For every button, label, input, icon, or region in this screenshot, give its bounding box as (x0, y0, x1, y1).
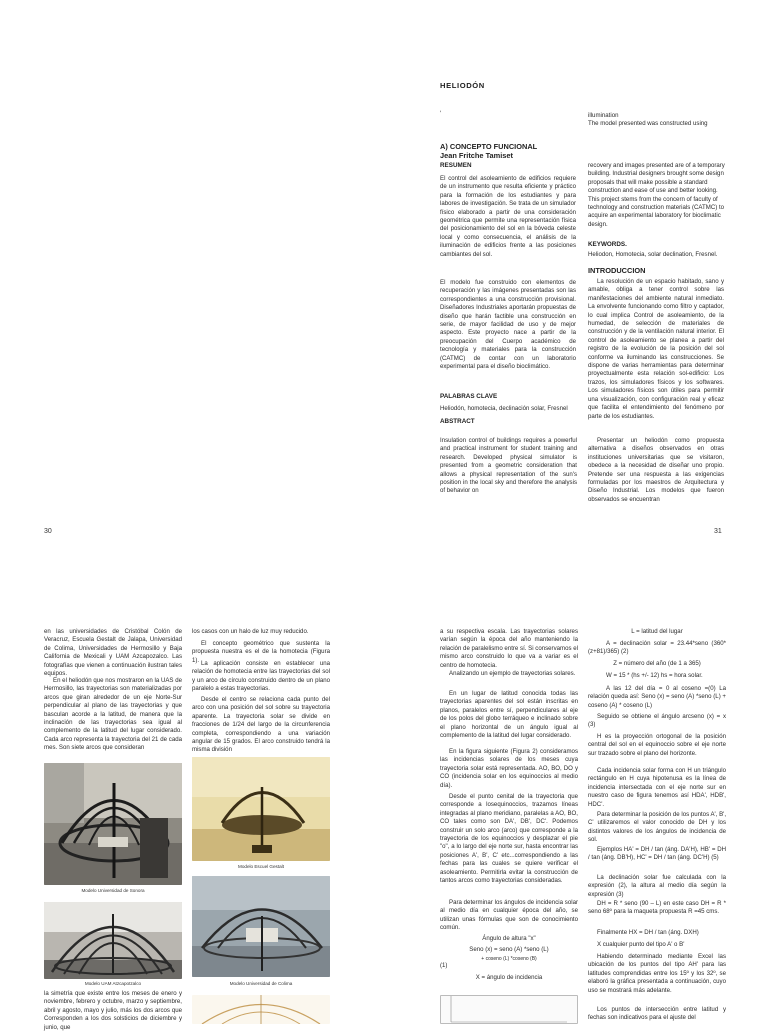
col4-paragraph-3: Para determinar la posición de los puntos A', B', C' utilizaremos el valor conocido de DH y los distintos valores de los ángulos de incidencia de sol. (588, 811, 727, 844)
introduccion-heading: INTRODUCCION (588, 266, 646, 275)
resumen-paragraph-2: El modelo fue construido con elementos de recuperación y las imágenes presentadas son las correspondientes a una construcción provisional. Diseñadores Industriales aportarán propuestas de diseño que harán factible una construcción en serie, de mayor facilidad de uso y de mejor aspecto. Este proyecto nace a partir de la preocupación del Cuerpo académico de tecnología y materiales para la construcción (CATMC) de contar con un laboratorio experimental para el diseño bioclimático. (440, 279, 576, 371)
caption-modelo-gestalt: Modelo Escuel Gestalt (238, 864, 284, 869)
col4-paragraph-5: La declinación solar fue calculada con la expresión (2), la altura al medio día según la expresión (3) (588, 874, 726, 898)
col4-paragraph-8: X cualquier punto del tipo A' o B' (597, 941, 685, 948)
keywords-text: Heliodon, Homotecia, solar declination, Fresnel. (588, 251, 718, 258)
col4-line-5: A las 12 del día = 0 al coseno =(0) La relación queda así: Seno (x) = seno (A) *seno (L) + coseno (A) * coseno (L) (588, 685, 726, 709)
col4-paragraph-2: Cada incidencia solar forma con H un triángulo rectángulo en H cuya hipotenusa es la línea de incidencia intersectada con el eje norte sur en nuestro caso de figura tenemos así HDA', HDB', HDC'. (588, 767, 726, 808)
col4-paragraph-7: Finalmente HX = DH / tan (áng. DXH) (597, 929, 699, 936)
col3-paragraph-4: En la figura siguiente (Figura 2) consideramos las incidencias solares de los meses cuya trayectoria solar está representada. AO, BO, DO y CO (incidencia solar en los equinoccios al medio día). (440, 748, 578, 789)
palabras-clave-text: Heliodón, homotecia, declinación solar, Fresnel (440, 405, 568, 412)
equation-variable: X = ángulo de incidencia (475, 974, 543, 981)
equation-1-continued: + coseno (L) *coseno (B) (481, 956, 537, 962)
equation-1: Seno (x) = seno (A) *seno (L) (469, 946, 549, 953)
stray-mark: ‘ (440, 110, 442, 117)
equation-1-number: (1) (440, 962, 448, 969)
photo-modelo-colima (192, 876, 330, 977)
palabras-clave-heading: PALABRAS CLAVE (440, 393, 498, 400)
col4-line-3: Z = número del año (de 1 a 365) (613, 660, 701, 667)
col4-line-1: L = latitud del lugar (631, 628, 683, 635)
abstract-text: Insulation control of buildings requires a powerful and practical instrument for student training and research. Developed physical simulator is presented from a geometric consideration that allows a physical representation of the sun's position in the local sky and therefore the analysis of behavior on (440, 437, 577, 495)
col3-paragraph-2: Analizando un ejemplo de trayectorias solares. (449, 670, 576, 677)
col3-paragraph-6: Para determinar los ángulos de incidencia solar al medio día en cualquier época del año, se utilizan unas fórmulas que son de conocimiento común. (440, 899, 578, 932)
section-title: A) CONCEPTO FUNCIONAL (440, 142, 538, 151)
col4-paragraph-10: Los puntos de intersección entre latitud y fechas son indicativos para el ajuste del (588, 1006, 726, 1022)
page-number-left: 30 (44, 528, 52, 535)
col4-line-4: W = 15 * (hs +/- 12) hs = hora solar. (606, 672, 703, 679)
equation-label: Ángulo de altura "x" (482, 935, 536, 942)
resumen-heading: RESUMEN (440, 162, 472, 169)
keywords-heading: KEYWORDS. (588, 241, 627, 248)
introduccion-paragraph-1: La resolución de un espacio habitado, sano y amable, obliga a tener control sobre las manifestaciones del ambiente natural inmediato. La envolvente funcionando como filtro y captador, lo cual implica Control de asoleamiento, de la humedad, de selección de materiales de construcción y de la ventilación natural interior. El control de asoleamiento se planea a partir del registro de la evolución de la posición del sol conforme va iluminando las construcciones. Se dispone de varias herramientas para determinar proyectualmente esta relación sol-edificio: Los trazos, los simuladores físicos y los softwares. Los simuladores físicos son útiles para permitir una visualización, con configuración real y eficaz que facilita el entendimiento del fenómeno por parte de los estudiantes. (588, 278, 724, 420)
figure-diagram-partial (192, 995, 330, 1024)
col2-paragraph-2: El concepto geométrico que sustenta la propuesta nuestra es el de la homotecia (Figura 1). (192, 640, 330, 664)
col4-line-6: Seguido se obtiene el ángulo arcseno (x) = x (3) (588, 713, 726, 729)
abstract-heading: ABSTRACT (440, 418, 475, 425)
col1-paragraph-1: en las universidades de Cristóbal Colón de Veracruz, Escuela Gestalt de Jalapa, Universidad de Colima, Universidades de Hermosillo y Baja California de Mexicali y UAM Azcapozalco. Las fotografías que vienen a continuación ilustran tales equipos. (44, 628, 182, 678)
caption-modelo-uam: Modelo UAM Atzcapotzalco (84, 981, 142, 986)
page-number-right: 31 (714, 528, 722, 535)
col1-paragraph-3: la simetría que existe entre los meses de enero y noviembre, febrero y octubre, marzo y septiembre, abril y agosto, mayo y julio, más los dos arcos que Corresponden a los dos solsticios de diciembre y junio, que (44, 990, 182, 1031)
col4-paragraph-1: H es la proyección ortogonal de la posición central del sol en el equinoccio sobre el eje norte sur trazado sobre el plano del horizonte. (588, 733, 726, 757)
col4-paragraph-6: DH = R * seno (90 – L) en este caso DH = R * seno 68º para la maqueta propuesta R =45 cms. (588, 900, 726, 916)
col2-paragraph-3: La aplicación consiste en establecer una relación de homotecia entre las trayectorias del sol y un arco de círculo construido dentro de un plano paralelo a estas trayectorias. (192, 660, 330, 693)
col4-paragraph-9: Habiendo determinado mediante Excel las ubicación de los puntos del tipo AH' para las latitudes comprendidas entre los 15º y los 32º, se elaboró la gráfica presentada a continuación, cuyo uso se mostrará más adelante. (588, 953, 726, 994)
abstract-continued-top: illumination The model presented was constructed using (588, 112, 708, 128)
caption-modelo-sonora: Modelo Universidad de Sonora (81, 888, 145, 893)
figure-graph-partial (440, 995, 578, 1024)
col1-paragraph-2: En el heliodón que nos mostraron en la UAS de Hermosillo, las trayectorias son materializadas por arcos que giran alrededor de un eje Norte-Sur perpendicular al plano de las trayectorias y que basculan acorde a la latitud, de manera que la inclinación de las trayectorias sea igual al complemento de la latitud del lugar considerado. Cada arco representa la trayectoria del 21 de cada mes. Son siete arcos que consideran (44, 677, 182, 752)
page-header: HELIODÓN (440, 81, 485, 90)
col3-paragraph-3: En un lugar de latitud conocida todas las trayectorias aparentes del sol están inscritas en planos, paralelos entre sí, perpendiculares al eje de los polos del globo terráqueo e inclinado sobre el plano horizontal de un ángulo igual al complemento de la latitud del lugar considerado. (440, 690, 578, 740)
col3-paragraph-1: a su respectiva escala. Las trayectorias solares varían según la época del año manteniendo la relación de paralelismo entre sí. Si conservamos el mismo arco construido lo que va a variar es el centro de homotecia. (440, 628, 578, 669)
photo-modelo-gestalt (192, 757, 330, 861)
col4-line-2: A = declinación solar = 23.44*seno (360*(z+81)/365) (2) (588, 640, 726, 656)
abstract-continued: recovery and images presented are of a temporary building. Industrial designers brought some design proposals that will make possible a standard construction and ease of use and better looking. This project stems from the concern of faculty of technology and construction materials (CATMC) to acquire an experimental laboratory for bioclimatic design. (588, 162, 725, 228)
caption-modelo-colima: Modelo Universidad de Colima (229, 981, 293, 986)
col2-paragraph-4: Desde el centro se relaciona cada punto del arco con una posición del sol sobre su trayectoria aparente. La trayectoria solar se divide en fracciones de 1/24 del largo de la circunferencia completa, correspondiendo a una variación angular de 15 grados. El arco construido tendrá la misma división (192, 696, 330, 754)
author-name: Jean Fritche Tamiset (440, 151, 513, 160)
resumen-paragraph-1: El control del asoleamiento de edificios requiere de un instrumento que resulta eficiente y práctico para la formación de los estudiantes y para labores de investigación. Se trata de un simulador físico elaborado a partir de una consideración geométrica que permite una representación física del posicionamiento del sol en la bóveda celeste local y como consecuencia, el análisis de la iluminación de edificios frente a las posiciones cambiantes del sol. (440, 175, 576, 258)
photo-modelo-uam (44, 902, 182, 979)
col4-paragraph-4: Ejemplos HA' = DH / tan (áng. DA'H), HB' = DH / tan (áng. DB'H), HC' = DH / tan (áng. DC'H) (5) (588, 846, 726, 862)
col2-paragraph-1: los casos con un halo de luz muy reducido. (192, 628, 309, 635)
photo-modelo-sonora (44, 763, 182, 885)
introduccion-paragraph-2: Presentar un heliodón como propuesta alternativa a diseños observados en otras instituciones universitarias que se visitaron, obedece a la necesidad de diseñar uno propio. Pretende ser una respuesta a las exigencias formuladas por los maestros de Arquitectura y Diseño Industrial. Los modelos que fueron observados se encuentran (588, 437, 724, 503)
col3-paragraph-5: Desde el punto cenital de la trayectoria que corresponde a losequinoccios, trazamos líneas integradas al plano meridiano, paralelas a AO, BO, CO tales como son DA', DB', DC'. Podemos construir un solo arco (arco) que corresponde a la trayectoria de los equinoccios y desplazar el pie "o", a lo largo del eje norte sur, hasta encontrar las posiciones A', B', C' etc...correspondiendo a las fechas para las cuales se quiere verificar el asoleamiento. Permitirla evitar la construcción de tantos arcos como trayectorias consideradas. (440, 793, 578, 885)
